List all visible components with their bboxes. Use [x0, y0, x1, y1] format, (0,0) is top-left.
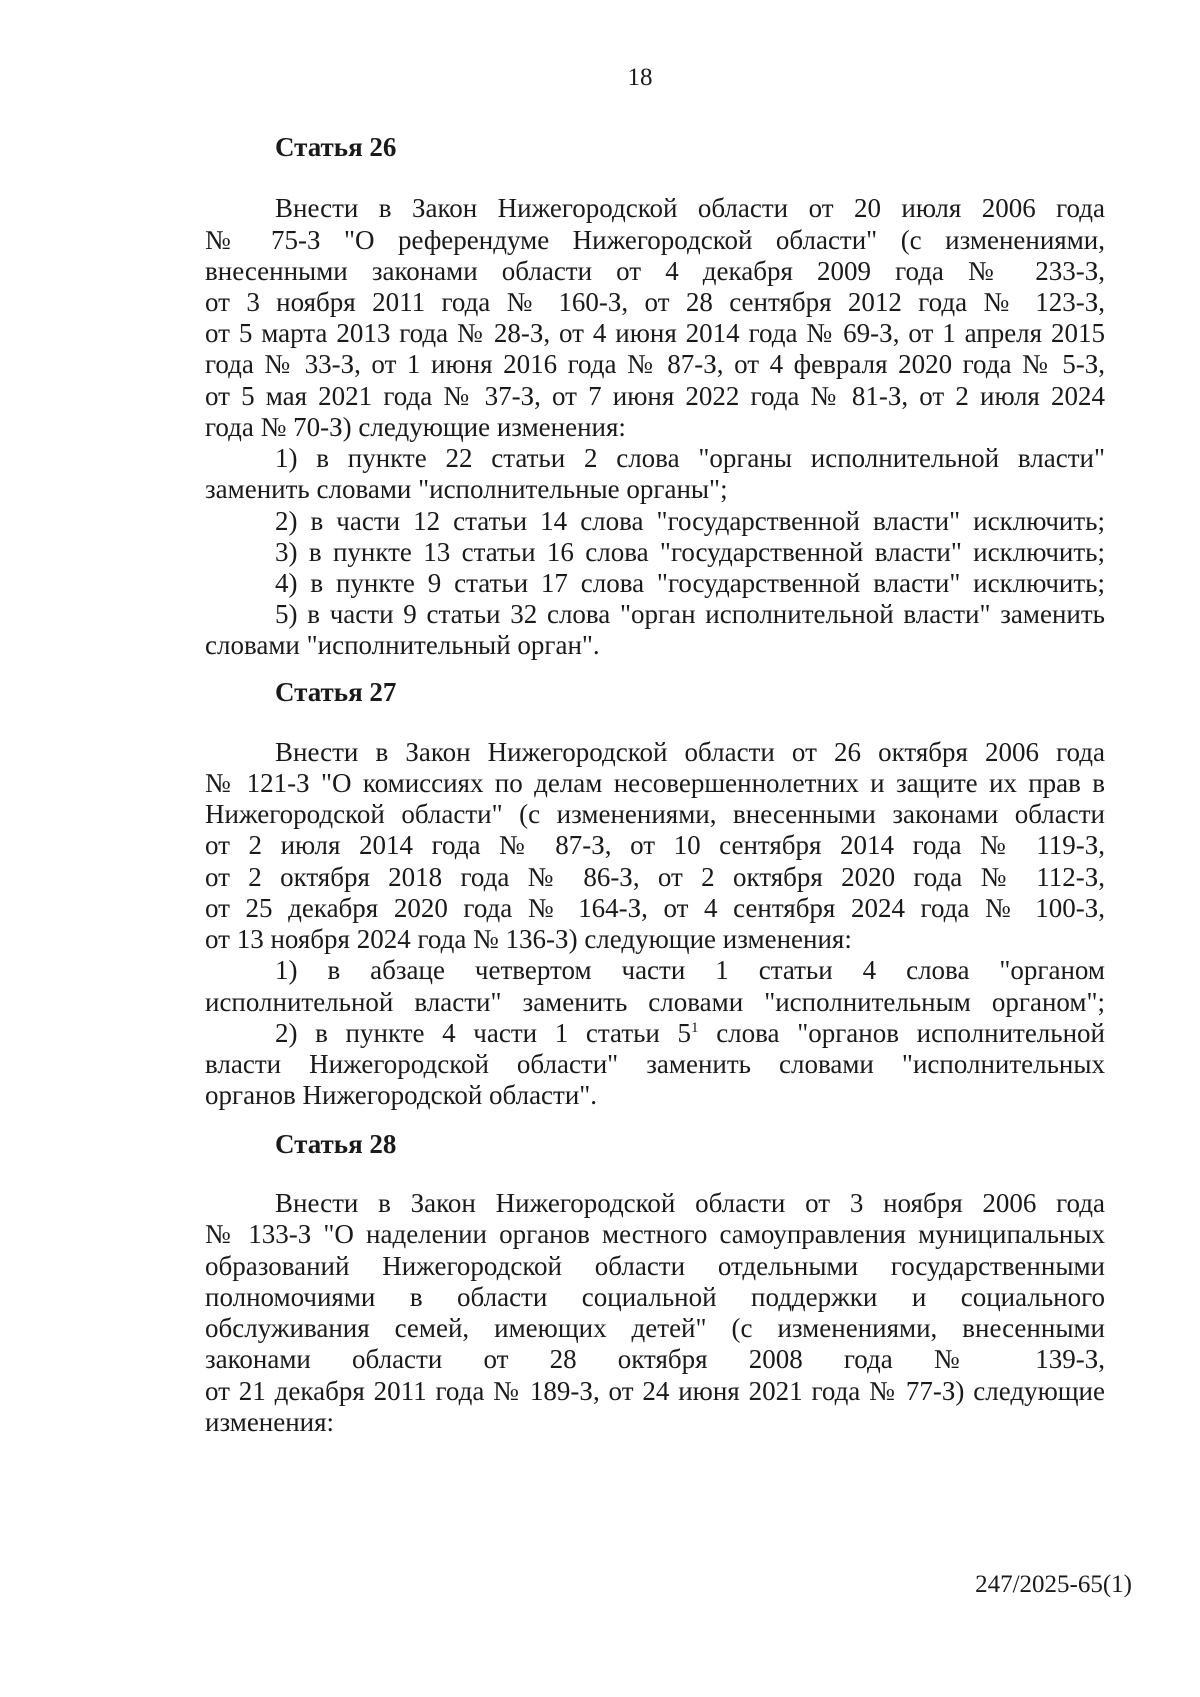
article-26-title: Статья 26	[275, 132, 397, 162]
article-27-title: Статья 27	[275, 677, 397, 707]
article-28-line: полномочиями в области социальной поддержки и социального	[205, 1282, 1105, 1312]
article-26-line: от 5 марта 2013 года № 28-З, от 4 июня 2014 года № 69-З, от 1 апреля 2015	[205, 318, 1105, 348]
article-26-item-2: 2) в части 12 статьи 14 слова "государственной власти" исключить;	[275, 506, 1105, 536]
article-28-line: образований Нижегородской области отдельными государственными	[205, 1251, 1105, 1281]
article-28-line: изменения:	[205, 1407, 335, 1437]
article-28-line: обслуживания семей, имеющих детей" (с изменениями, внесенными	[205, 1313, 1105, 1343]
article-27-line: от 13 ноября 2024 года № 136-З) следующие изменения:	[205, 924, 852, 954]
article-27-line: Нижегородской области" (с изменениями, внесенными законами области	[205, 799, 1105, 829]
article-26-line: словами "исполнительный орган".	[205, 630, 600, 660]
article-27-line: от 25 декабря 2020 года № 164-З, от 4 сентября 2024 года № 100-З,	[205, 893, 1105, 923]
article-28-line: № 133-З "О наделении органов местного самоуправления муниципальных	[205, 1219, 1105, 1249]
article-27-line: № 121-З "О комиссиях по делам несовершеннолетних и защите их прав в	[205, 768, 1105, 798]
article-26-line: Внести в Закон Нижегородской области от 20 июля 2006 года	[275, 193, 1105, 223]
article-26-line: от 3 ноября 2011 года № 160-З, от 28 сентября 2012 года № 123-З,	[205, 287, 1105, 317]
article-26-line: года № 70-З) следующие изменения:	[205, 412, 626, 442]
article-27-item-2-text-cont: слова "органов исполнительной	[698, 1018, 1105, 1048]
article-27-line: от 2 октября 2018 года № 86-З, от 2 октября 2020 года № 112-З,	[205, 862, 1105, 892]
article-26-line: года № 33-З, от 1 июня 2016 года № 87-З, от 4 февраля 2020 года № 5-З,	[205, 349, 1105, 379]
article-27-line: органов Нижегородской области".	[205, 1080, 598, 1110]
article-28-line: от 21 декабря 2011 года № 189-З, от 24 июня 2021 года № 77-З) следующие	[205, 1376, 1105, 1406]
article-26-line: заменить словами "исполнительные органы";	[205, 474, 728, 504]
article-27-line: Внести в Закон Нижегородской области от 26 октября 2006 года	[275, 737, 1105, 767]
page-number: 18	[627, 64, 653, 91]
article-26-item-5: 5) в части 9 статьи 32 слова "орган исполнительной власти" заменить	[275, 599, 1105, 629]
article-27-line: исполнительной власти" заменить словами "исполнительным органом";	[205, 987, 1105, 1017]
article-27-line: власти Нижегородской области" заменить словами "исполнительных	[205, 1049, 1105, 1079]
article-26-line: от 5 мая 2021 года № 37-З, от 7 июня 2022 года № 81-З, от 2 июля 2024	[205, 381, 1105, 411]
article-28-line: законами области от 28 октября 2008 года № 139-З,	[205, 1344, 1105, 1374]
article-26-item-4: 4) в пункте 9 статьи 17 слова "государственной власти" исключить;	[275, 568, 1105, 598]
article-27-item-2	[275, 1017, 1105, 1049]
article-28-line: Внести в Закон Нижегородской области от 3 ноября 2006 года	[275, 1188, 1105, 1218]
article-28-title: Статья 28	[275, 1129, 397, 1159]
article-26-line: внесенными законами области от 4 декабря 2009 года № 233-З,	[205, 256, 1105, 286]
superscript-index: 1	[691, 1020, 699, 1036]
article-26-item-3: 3) в пункте 13 статьи 16 слова "государственной власти" исключить;	[275, 537, 1105, 567]
article-27-item-2-text: 2) в пункте 4 части 1 статьи 5	[275, 1018, 692, 1048]
article-26-item-1: 1) в пункте 22 статьи 2 слова "органы исполнительной власти"	[275, 443, 1105, 473]
article-27-line: от 2 июля 2014 года № 87-З, от 10 сентября 2014 года № 119-З,	[205, 830, 1105, 860]
article-27-item-1: 1) в абзаце четвертом части 1 статьи 4 слова "органом	[275, 955, 1105, 985]
document-code: 247/2025-65(1)	[975, 1571, 1132, 1598]
article-26-line: № 75-З "О референдуме Нижегородской области" (с изменениями,	[205, 225, 1105, 255]
